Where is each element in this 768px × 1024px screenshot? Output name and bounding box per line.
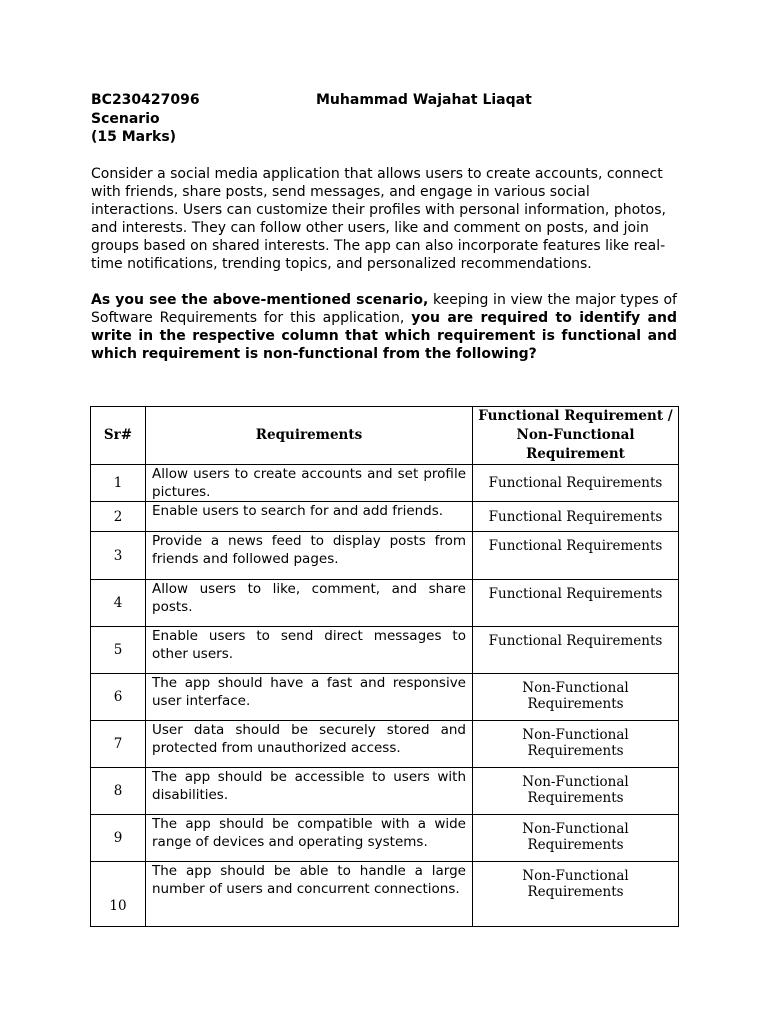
type-header-line1: Functional Requirement / bbox=[478, 408, 673, 424]
student-id: BC230427096 bbox=[91, 92, 200, 108]
row-sr: 10 bbox=[91, 862, 146, 927]
row-sr: 8 bbox=[91, 768, 146, 815]
row-sr: 3 bbox=[91, 532, 146, 580]
row-type: Functional Requirements bbox=[473, 627, 679, 674]
row-type: Non-Functional Requirements bbox=[473, 768, 679, 815]
instruction-bold-lead: As you see the above-mentioned scenario, bbox=[91, 292, 429, 308]
type-header-line2: Non-Functional Requirement bbox=[516, 427, 635, 462]
row-sr: 9 bbox=[91, 815, 146, 862]
row-type: Non-Functional Requirements bbox=[473, 815, 679, 862]
row-type: Functional Requirements bbox=[473, 532, 679, 580]
row-sr: 6 bbox=[91, 674, 146, 721]
table-row bbox=[91, 580, 679, 627]
row-type: Non-Functional Requirements bbox=[473, 862, 679, 927]
row-sr: 7 bbox=[91, 721, 146, 768]
row-requirement: Allow users to like, comment, and share posts. bbox=[146, 580, 473, 627]
row-requirement: The app should be compatible with a wide range of devices and operating systems. bbox=[146, 815, 473, 862]
table-row bbox=[91, 768, 679, 815]
row-sr: 5 bbox=[91, 627, 146, 674]
table-row bbox=[91, 721, 679, 768]
row-sr: 2 bbox=[91, 502, 146, 532]
table-row bbox=[91, 532, 679, 580]
row-requirement: The app should have a fast and responsive user interface. bbox=[146, 674, 473, 721]
table-header-row bbox=[91, 407, 679, 465]
requirements-header: Requirements bbox=[146, 407, 473, 465]
row-type: Non-Functional Requirements bbox=[473, 721, 679, 768]
row-type: Functional Requirements bbox=[473, 580, 679, 627]
row-requirement: Allow users to create accounts and set profile pictures. bbox=[146, 465, 473, 502]
row-sr: 1 bbox=[91, 465, 146, 502]
row-type: Functional Requirements bbox=[473, 465, 679, 502]
scenario-heading: Scenario bbox=[91, 111, 160, 127]
table-row bbox=[91, 465, 679, 502]
marks-label: (15 Marks) bbox=[91, 129, 177, 145]
student-name: Muhammad Wajahat Liaqat bbox=[316, 92, 532, 108]
row-requirement: Enable users to send direct messages to other users. bbox=[146, 627, 473, 674]
row-requirement: The app should be able to handle a large number of users and concurrent connections. bbox=[146, 862, 473, 927]
row-type: Non-Functional Requirements bbox=[473, 674, 679, 721]
row-requirement: Provide a news feed to display posts from friends and followed pages. bbox=[146, 532, 473, 580]
table-row bbox=[91, 502, 679, 532]
requirements-table bbox=[90, 406, 679, 927]
table-row bbox=[91, 627, 679, 674]
type-header bbox=[473, 407, 679, 465]
row-requirement: Enable users to search for and add friends. bbox=[146, 502, 473, 532]
row-requirement: The app should be accessible to users with disabilities. bbox=[146, 768, 473, 815]
row-type: Functional Requirements bbox=[473, 502, 679, 532]
row-sr: 4 bbox=[91, 580, 146, 627]
table-row bbox=[91, 862, 679, 927]
table-row bbox=[91, 674, 679, 721]
instruction-normal-text: keeping in view the major types of Software Requirements for this application, bbox=[91, 292, 677, 326]
instruction-bold-tail: you are required to identify and write in the respective column that which requirement is functional and which requirement is non-functional from the following? bbox=[91, 310, 677, 362]
row-requirement: User data should be securely stored and protected from unauthorized access. bbox=[146, 721, 473, 768]
instruction-paragraph bbox=[91, 291, 677, 363]
table-row bbox=[91, 815, 679, 862]
scenario-paragraph: Consider a social media application that allows users to create accounts, connect with friends, share posts, send messages, and engage in various social interactions. Users can customize their profiles with personal information, photos, and interests. They can follow other users, like and comment on posts, and join groups based on shared interests. The app can also incorporate features like real-time notifications, trending topics, and personalized recommendations. bbox=[91, 166, 666, 272]
sr-header: Sr# bbox=[91, 407, 146, 465]
